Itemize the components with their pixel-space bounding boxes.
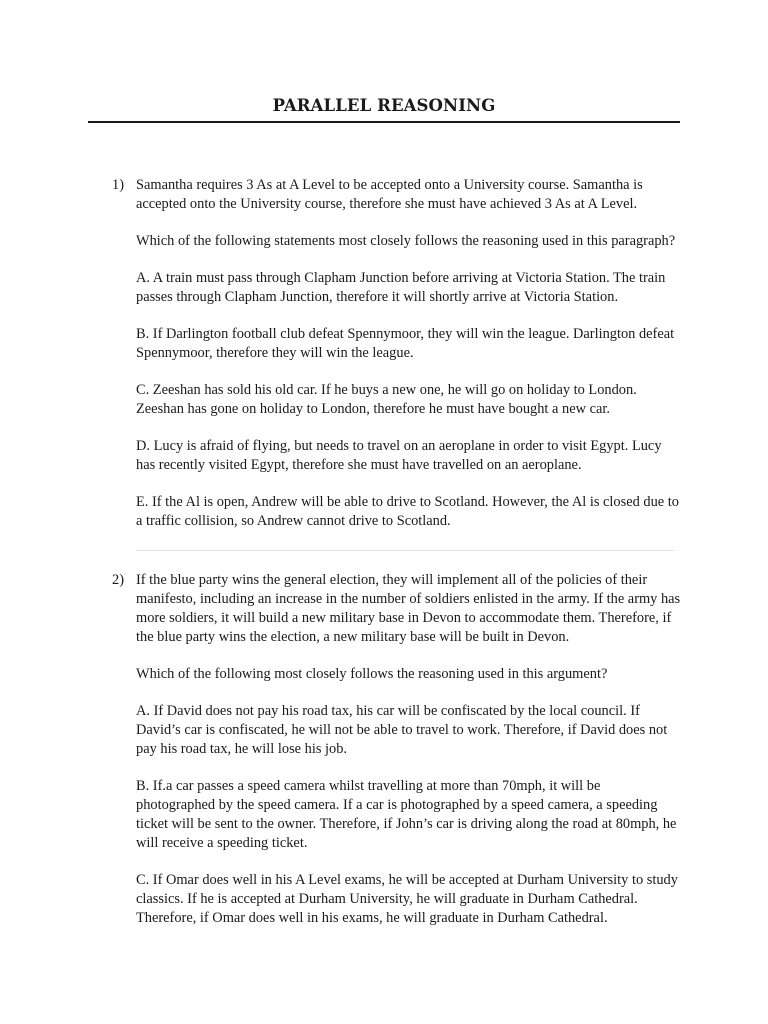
question-body (136, 571, 681, 946)
answer-option-e: E. If the Al is open, Andrew will be able to drive to Scotland. However, the Al is closed due to a traffic collision, so Andrew cannot drive to Scotland. (136, 494, 679, 529)
answer-option-c: C. If Omar does well in his A Level exams, he will be accepted at Durham University to study classics. If he is accepted at Durham University, he will graduate in Durham Cathedral. Therefore, if Omar does well in his exams, he will graduate in Durham Cathedral. (136, 872, 678, 926)
question-stem: If the blue party wins the general election, they will implement all of the policies of their manifesto, including an increase in the number of soldiers enlisted in the army. If the army has more soldiers, it will build a new military base in Devon to accommodate them. Therefore, if the blue party wins the election, a new military base will be built in Devon. (136, 572, 681, 645)
question-prompt: Which of the following statements most closely follows the reasoning used in this paragraph? (136, 233, 676, 249)
page-title: PARALLEL REASONING (272, 96, 496, 115)
question-divider (136, 550, 674, 551)
title-underline (88, 121, 680, 123)
question-number: 2) (112, 572, 124, 588)
question-stem: Samantha requires 3 As at A Level to be accepted onto a University course. Samantha is accepted onto the University course, therefore she must have achieved 3 As at A Level. (136, 177, 643, 212)
answer-option-d: D. Lucy is afraid of flying, but needs to travel on an aeroplane in order to visit Egypt. Lucy has recently visited Egypt, therefore she must have travelled on an aeroplane. (136, 438, 662, 473)
question-body (136, 176, 681, 549)
question-prompt: Which of the following most closely follows the reasoning used in this argument? (136, 666, 608, 682)
question-number: 1) (112, 177, 124, 193)
answer-option-b: B. If Darlington football club defeat Spennymoor, they will win the league. Darlington defeat Spennymoor, therefore they will win the league. (136, 326, 675, 361)
answer-option-a: A. If David does not pay his road tax, his car will be confiscated by the local council. If David’s car is confiscated, he will not be able to travel to work. Therefore, if David does not pay his road tax, he will lose his job. (136, 703, 668, 757)
answer-option-b: B. If.a car passes a speed camera whilst travelling at more than 70mph, it will be photographed by the speed camera. If a car is photographed by a speed camera, a speeding ticket will be sent to the owner. Therefore, if John’s car is driving along the road at 80mph, he will receive a speeding ticket. (136, 778, 677, 851)
answer-option-a: A. A train must pass through Clapham Junction before arriving at Victoria Station. The train passes through Clapham Junction, therefore it will shortly arrive at Victoria Station. (136, 270, 666, 305)
answer-option-c: C. Zeeshan has sold his old car. If he buys a new one, he will go on holiday to London. Zeeshan has gone on holiday to London, therefore he must have bought a new car. (136, 382, 637, 417)
